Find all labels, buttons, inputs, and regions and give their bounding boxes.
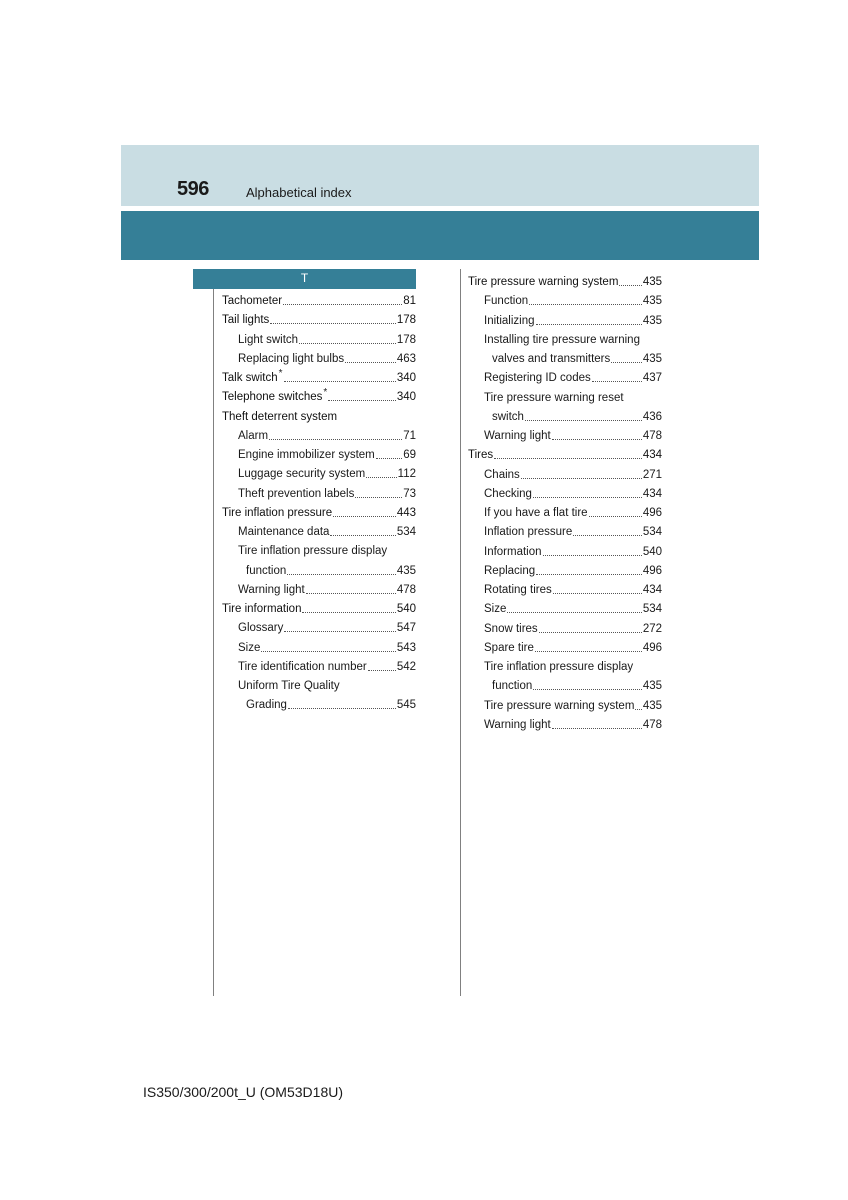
index-entry-label: Warning light [484, 718, 551, 731]
dot-leader [592, 381, 642, 382]
index-entry [238, 655, 416, 674]
dot-leader [525, 420, 642, 421]
index-entry-label: Uniform Tire Quality [238, 680, 340, 692]
index-entry [222, 289, 416, 308]
index-entry-label: Installing tire pressure warning [484, 333, 640, 346]
index-entry [468, 443, 662, 462]
index-entry-page: 271 [642, 468, 662, 481]
index-entry-label: Tire inflation pressure display [238, 545, 388, 558]
index-entry [484, 386, 662, 405]
dot-leader [536, 574, 642, 575]
index-entry-page: 534 [642, 603, 662, 616]
index-entry-page: 69 [403, 449, 416, 461]
index-entry-page: 435 [642, 295, 662, 308]
index-entry-page: 435 [642, 680, 662, 693]
index-entry-label: Initializing [484, 314, 535, 327]
index-entry-page: 478 [642, 718, 662, 731]
index-entry-label: Tire pressure warning system [484, 699, 635, 712]
index-entry-label: Warning light [238, 583, 305, 596]
index-entry-page: 435 [396, 564, 416, 577]
footnote-star: * [323, 387, 328, 399]
page-title: Alphabetical index [246, 185, 352, 200]
index-entry-page: 71 [403, 429, 416, 442]
index-entry-page: 534 [396, 526, 416, 538]
dot-leader [573, 535, 642, 536]
index-entry [238, 424, 416, 443]
index-entry-page: 434 [642, 487, 662, 500]
index-entry-page: 434 [642, 449, 662, 462]
index-entry [222, 366, 416, 385]
dot-leader [261, 651, 395, 652]
index-entry-label: Rotating tires [484, 584, 552, 596]
index-entry [484, 540, 662, 559]
index-entry [222, 385, 416, 404]
index-entry-page: 434 [642, 584, 662, 596]
index-entry [484, 424, 662, 443]
index-entry-label: Function [484, 295, 529, 308]
index-entry-label: Replacing light bulbs [238, 352, 345, 365]
index-entry [238, 482, 416, 501]
index-entry [484, 501, 662, 520]
right-column-rule [460, 269, 461, 996]
index-entry-label: Size [484, 603, 507, 616]
index-entry-label: Warning light [484, 430, 551, 442]
index-entry-label: valves and transmitters [492, 353, 611, 365]
header-accent-band [121, 211, 759, 260]
index-entry-page: 463 [396, 352, 416, 365]
footer-model-code: IS350/300/200t_U (OM53D18U) [143, 1084, 343, 1100]
index-entry-label: Theft prevention labels [238, 487, 355, 500]
index-entry [238, 674, 416, 693]
index-entry-label: Inflation pressure [484, 526, 573, 539]
index-entry-label: Registering ID codes [484, 372, 591, 385]
index-entry [484, 289, 662, 308]
index-entry-page: 112 [397, 468, 416, 481]
index-entry-page: 547 [396, 622, 416, 635]
dot-leader [368, 670, 396, 671]
index-entry-page: 436 [642, 410, 662, 423]
index-entry [222, 597, 416, 616]
index-entry-label: Maintenance data [238, 526, 330, 538]
index-entry-page: 542 [396, 660, 416, 673]
left-column-rule [213, 289, 214, 996]
dot-leader [539, 632, 642, 633]
index-entry [492, 405, 662, 424]
index-entry-page: 437 [642, 372, 662, 385]
index-entry-page: 478 [642, 430, 662, 442]
index-entry-label: function [492, 680, 533, 693]
dot-leader [283, 304, 402, 305]
dot-leader [552, 728, 642, 729]
index-entry [484, 482, 662, 501]
dot-leader [552, 439, 642, 440]
section-letter-tab: T [193, 269, 416, 289]
index-entry-page: 540 [396, 603, 416, 615]
dot-leader [302, 612, 395, 613]
index-entry-page: 272 [642, 622, 662, 635]
index-entry-label: Tire identification number [238, 660, 367, 673]
index-entry-label: switch [492, 410, 524, 423]
dot-leader [529, 304, 642, 305]
index-entry [484, 463, 662, 482]
index-entry [238, 636, 416, 655]
index-entry [238, 328, 416, 347]
index-entry-page: 443 [396, 506, 416, 519]
dot-leader [284, 381, 396, 382]
page-number: 596 [177, 178, 209, 200]
index-entry-label: Glossary [238, 622, 284, 635]
index-entry-label: Checking [484, 487, 532, 500]
index-entry-page: 81 [403, 295, 416, 307]
index-entry-page: 73 [403, 487, 416, 500]
index-entry-label: Tires [468, 449, 494, 462]
index-entry [484, 597, 662, 616]
index-entry [484, 309, 662, 328]
index-entry [484, 636, 662, 655]
index-entry-label: Grading [246, 699, 287, 712]
dot-leader [494, 458, 642, 459]
index-entry [484, 328, 662, 347]
index-entry [238, 539, 416, 558]
index-entry [238, 520, 416, 539]
index-entry-page: 496 [642, 641, 662, 654]
index-entry [222, 405, 416, 424]
index-entry-label: Talk switch [222, 372, 278, 384]
dot-leader [553, 593, 642, 594]
dot-leader [330, 535, 395, 536]
index-entry [222, 308, 416, 327]
index-entry [484, 366, 662, 385]
index-entry-label: Tire information [222, 603, 302, 615]
index-entry-page: 435 [642, 314, 662, 327]
dot-leader [619, 285, 641, 286]
index-entry-label: Snow tires [484, 622, 538, 635]
index-entry [484, 655, 662, 674]
index-entry-page: 478 [396, 583, 416, 596]
index-entry-page: 435 [642, 699, 662, 712]
index-entry-page: 178 [396, 333, 416, 346]
index-entry-page: 543 [396, 641, 416, 654]
index-entry-label: Spare tire [484, 641, 534, 654]
index-entry [222, 501, 416, 520]
index-entry-label: Size [238, 641, 261, 654]
index-entry-page: 496 [642, 564, 662, 577]
index-entry-page: 340 [396, 372, 416, 384]
index-entry-label: Chains [484, 468, 520, 481]
index-entry-page: 545 [396, 699, 416, 712]
dot-leader [366, 477, 396, 478]
dot-leader [535, 651, 642, 652]
index-entry [238, 462, 416, 481]
dot-leader [299, 343, 396, 344]
index-entry-page: 534 [642, 526, 662, 539]
index-entry-page: 496 [642, 507, 662, 519]
index-entry-page: 178 [396, 314, 416, 327]
index-entry-page: 540 [642, 545, 662, 558]
dot-leader [345, 362, 396, 363]
index-entry [238, 443, 416, 462]
index-entry [238, 347, 416, 366]
index-entry [246, 559, 416, 578]
index-entry [484, 559, 662, 578]
index-entry-label: Tire pressure warning reset [484, 391, 624, 404]
index-entry-label: Tail lights [222, 314, 270, 327]
dot-leader [270, 323, 396, 324]
index-entry-label: Information [484, 545, 542, 558]
index-entry [484, 520, 662, 539]
index-entry-label: Replacing [484, 564, 536, 577]
dot-leader [533, 497, 642, 498]
footnote-star: * [278, 368, 283, 379]
index-entry-label: Luggage security system [238, 468, 366, 481]
index-entry-label: Light switch [238, 333, 299, 346]
dot-leader [589, 516, 642, 517]
index-entry [238, 578, 416, 597]
index-entry-label: If you have a flat tire [484, 507, 588, 519]
index-entry-page: 435 [642, 353, 662, 365]
dot-leader [521, 478, 642, 479]
dot-leader [287, 574, 396, 575]
index-entry [484, 578, 662, 597]
dot-leader [355, 497, 402, 498]
index-entry [484, 694, 662, 713]
header-band [121, 145, 759, 206]
index-entry [484, 713, 662, 732]
index-entry-label: Tire inflation pressure [222, 506, 333, 519]
index-entry [484, 617, 662, 636]
index-entry [246, 693, 416, 712]
dot-leader [269, 439, 402, 440]
dot-leader [376, 458, 402, 459]
index-entry-label: Telephone switches [222, 391, 323, 404]
index-entry-label: Tachometer [222, 295, 283, 307]
dot-leader [507, 612, 641, 613]
index-entry-label: Tire inflation pressure display [484, 661, 634, 673]
dot-leader [288, 708, 396, 709]
dot-leader [543, 555, 642, 556]
dot-leader [611, 362, 642, 363]
index-entry-page: 340 [396, 391, 416, 404]
dot-leader [333, 516, 396, 517]
index-entry [492, 347, 662, 366]
index-entry-label: Theft deterrent system [222, 410, 338, 423]
index-entry-label: Engine immobilizer system [238, 449, 375, 461]
index-entry-label: Alarm [238, 429, 269, 442]
index-entry-label: Tire pressure warning system [468, 276, 619, 288]
index-entry [492, 674, 662, 693]
dot-leader [284, 631, 395, 632]
index-entry [238, 616, 416, 635]
dot-leader [635, 709, 641, 710]
index-entry-label: function [246, 564, 287, 577]
dot-leader [533, 689, 642, 690]
dot-leader [328, 400, 396, 401]
index-entry-page: 435 [642, 276, 662, 288]
index-entry [468, 270, 662, 289]
dot-leader [536, 324, 642, 325]
dot-leader [306, 593, 396, 594]
